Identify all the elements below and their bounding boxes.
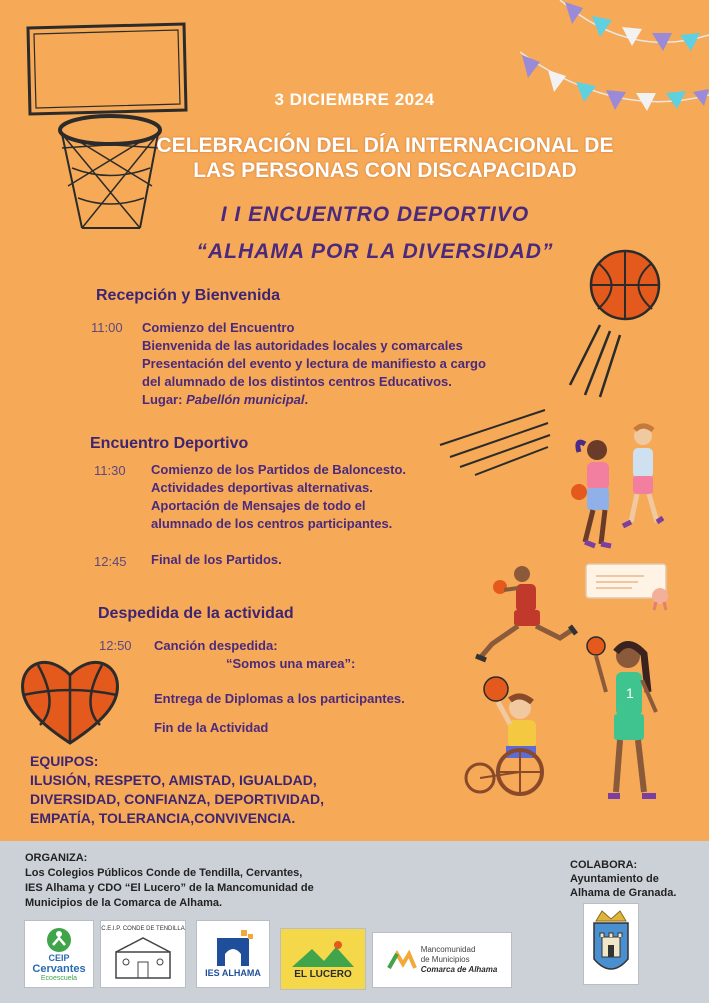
collaborator-block: [570, 858, 676, 900]
players-running-illustration: [565, 422, 675, 562]
event-date: 3 DICIEMBRE 2024: [274, 90, 435, 109]
bunting-decoration: [520, 0, 709, 140]
logo-text: de Municipios: [420, 955, 470, 964]
mancomunidad-mark-icon: [387, 948, 417, 972]
diploma-icon: [584, 562, 679, 612]
logo-text: CEIP: [48, 952, 70, 963]
event-title-line: CELEBRACIÓN DEL DÍA INTERNACIONAL DE: [156, 134, 614, 157]
heart-basketball-icon: [20, 655, 120, 747]
schedule-line: alumnado de los centros participantes.: [151, 516, 393, 531]
schedule-line: Presentación del evento y lectura de manifiesto a cargo: [142, 356, 486, 371]
schedule-line: Fin de la Actividad: [154, 720, 269, 735]
schedule-line: Canción despedida:: [154, 638, 278, 653]
event-title-line: LAS PERSONAS CON DISCAPACIDAD: [193, 159, 577, 182]
schedule-line: Entrega de Diplomas a los participantes.: [154, 691, 405, 706]
schedule-line: Aportación de Mensajes de todo el: [151, 498, 366, 513]
event-subtitle: I I ENCUENTRO DEPORTIVO: [220, 203, 530, 226]
svg-text:1: 1: [626, 685, 634, 701]
event-slogan: “ALHAMA POR LA DIVERSIDAD”: [196, 240, 554, 263]
section-heading: Encuentro Deportivo: [90, 435, 249, 452]
song-name: “Somos una marea”:: [226, 656, 356, 671]
logo-text: C.E.I.P. CONDE DE TENDILLA: [101, 926, 185, 932]
dunking-player-illustration: [470, 560, 580, 670]
teams-line: DIVERSIDAD, CONFIANZA, DEPORTIVIDAD,: [30, 791, 325, 807]
wheelchair-player-illustration: [460, 672, 555, 797]
organizers-line: Los Colegios Públicos Conde de Tendilla, Cervantes,: [25, 867, 303, 879]
logo-cervantes: [24, 920, 94, 988]
logo-el-lucero: [280, 928, 366, 990]
castle-arch-icon: [211, 930, 255, 968]
schedule-time: 12:50: [99, 638, 132, 653]
organizers-line: Municipios de la Comarca de Alhama.: [25, 897, 223, 909]
leaf-person-icon: [39, 927, 79, 953]
mountain-star-icon: [288, 939, 358, 969]
schedule-line: Comienzo de los Partidos de Baloncesto.: [151, 462, 406, 477]
logo-ayuntamiento-crest: [583, 903, 639, 985]
logo-text: EL LUCERO: [294, 968, 352, 980]
schedule-time: 12:45: [94, 554, 127, 569]
logo-conde-tendilla: [100, 920, 186, 988]
venue-line: [142, 391, 486, 409]
event-title: [100, 133, 670, 183]
schedule-line: Bienvenida de las autoridades locales y comarcales: [142, 338, 463, 353]
schedule-line: Comienzo del Encuentro: [142, 320, 295, 335]
logo-text: Ecoescuela: [40, 974, 78, 982]
schedule-line: Actividades deportivas alternativas.: [151, 480, 373, 495]
venue-label: Lugar:: [142, 392, 187, 407]
collaborator-label: COLABORA:: [570, 859, 638, 871]
coat-of-arms-icon: [588, 907, 634, 981]
schedule-line: del alumnado de los distintos centros Educativos.: [142, 374, 452, 389]
venue-name: Pabellón municipal: [186, 392, 305, 407]
teams-heading: EQUIPOS:: [30, 753, 99, 769]
sport-details: [151, 461, 406, 533]
logo-ies-alhama: [196, 920, 270, 988]
collaborator-line: Ayuntamiento de: [570, 873, 659, 885]
teams-line: EMPATÍA, TOLERANCIA,CONVIVENCIA.: [30, 810, 296, 826]
organizers-block: [25, 851, 314, 911]
teams-block: [30, 752, 324, 828]
logo-text: Mancomunidad: [420, 945, 476, 954]
player-spinning-ball-illustration: [582, 632, 682, 817]
school-building-icon: [108, 932, 178, 982]
logo-text: IES ALHAMA: [205, 968, 261, 978]
organizers-line: IES Alhama y CDO “El Lucero” de la Mancomunidad de: [25, 882, 314, 894]
logo-text: Cervantes: [32, 962, 86, 975]
schedule-time: 11:00: [91, 320, 123, 335]
organizers-label: ORGANIZA:: [25, 852, 88, 864]
section-heading: Recepción y Bienvenida: [96, 287, 281, 304]
venue-end: .: [304, 392, 309, 407]
schedule-line: Final de los Partidos.: [151, 552, 282, 567]
logo-text: Comarca de Alhama: [420, 965, 498, 974]
teams-line: ILUSIÓN, RESPETO, AMISTAD, IGUALDAD,: [30, 772, 317, 788]
section-heading: Despedida de la actividad: [98, 605, 294, 622]
logo-mancomunidad: [372, 932, 512, 988]
reception-details: [142, 319, 486, 409]
collaborator-line: Alhama de Granada.: [570, 887, 677, 899]
schedule-time: 11:30: [94, 463, 126, 478]
